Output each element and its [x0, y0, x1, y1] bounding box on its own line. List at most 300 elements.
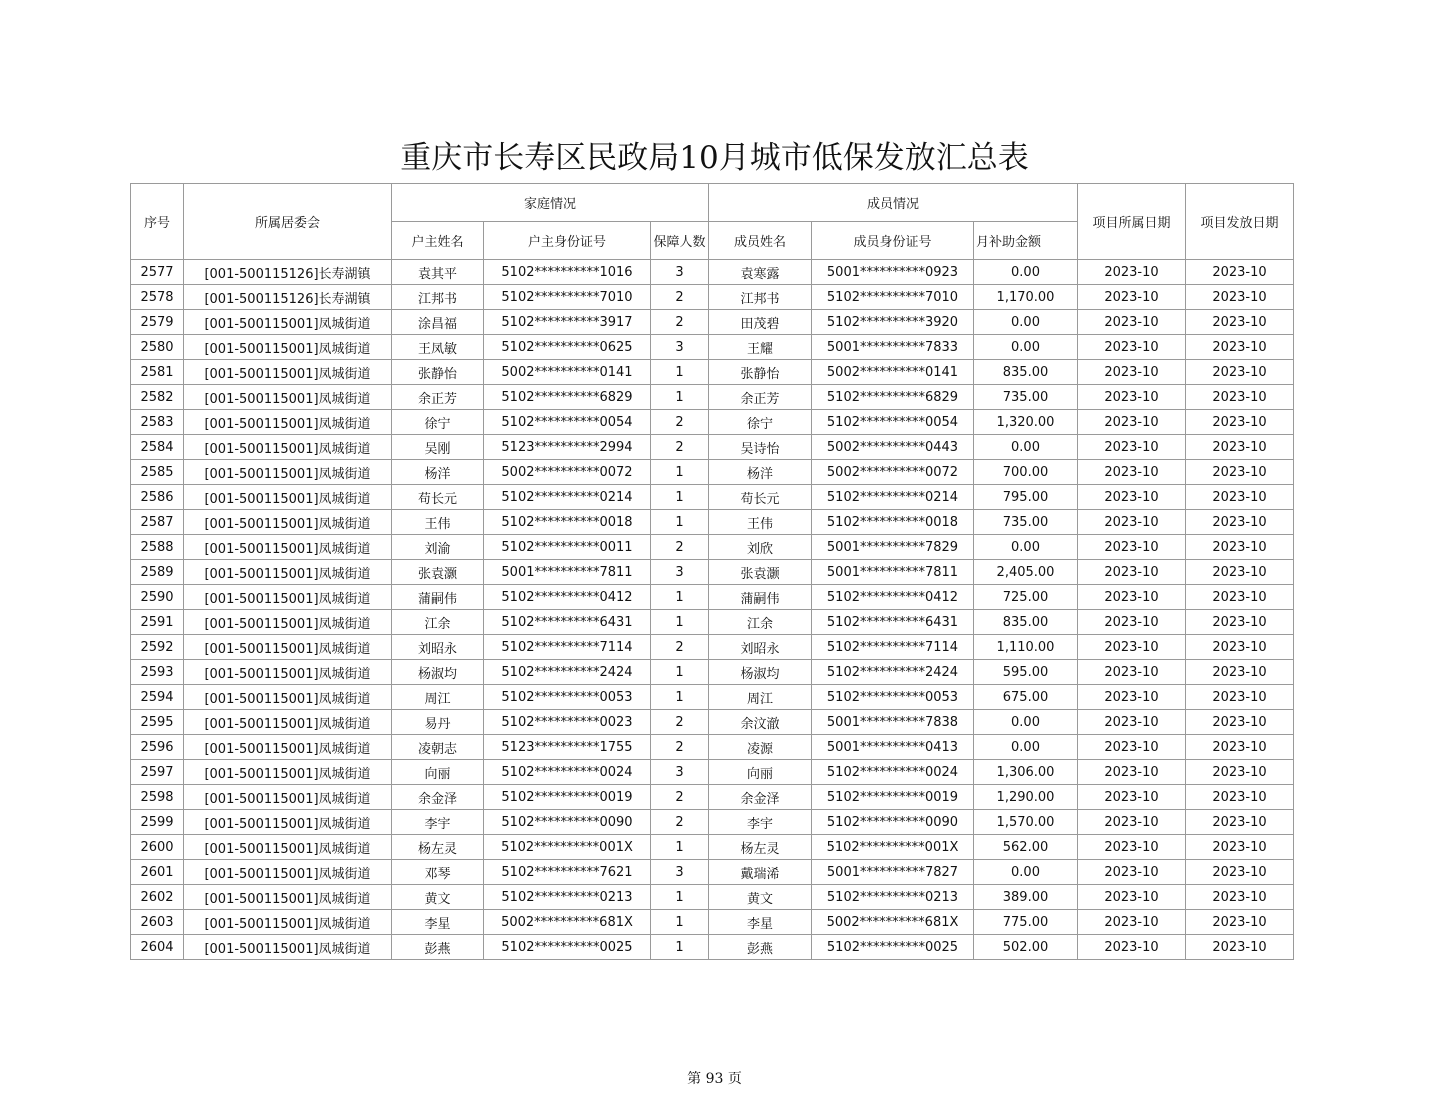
- cell-monthly-subsidy: 795.00: [974, 485, 1078, 510]
- cell-project-period: 2023-10: [1078, 360, 1186, 385]
- table-row: [131, 585, 1294, 610]
- cell-committee: [001-500115001]凤城街道: [184, 935, 392, 960]
- table-row: [131, 910, 1294, 935]
- cell-release-date: 2023-10: [1186, 885, 1294, 910]
- cell-seq: 2592: [131, 635, 184, 660]
- cell-release-date: 2023-10: [1186, 385, 1294, 410]
- cell-release-date: 2023-10: [1186, 535, 1294, 560]
- cell-release-date: 2023-10: [1186, 610, 1294, 635]
- cell-release-date: 2023-10: [1186, 460, 1294, 485]
- cell-committee: [001-500115001]凤城街道: [184, 410, 392, 435]
- table-row: [131, 935, 1294, 960]
- cell-member-name: 周江: [709, 685, 812, 710]
- cell-committee: [001-500115001]凤城街道: [184, 435, 392, 460]
- table-row: [131, 810, 1294, 835]
- cell-project-period: 2023-10: [1078, 510, 1186, 535]
- cell-release-date: 2023-10: [1186, 560, 1294, 585]
- cell-project-period: 2023-10: [1078, 535, 1186, 560]
- cell-member-id: 5001**********7827: [812, 860, 974, 885]
- cell-committee: [001-500115001]凤城街道: [184, 860, 392, 885]
- header-member-id: 成员身份证号: [812, 222, 974, 260]
- cell-seq: 2604: [131, 935, 184, 960]
- cell-committee: [001-500115001]凤城街道: [184, 785, 392, 810]
- header-member-name: 成员姓名: [709, 222, 812, 260]
- cell-head-name: 李星: [392, 910, 484, 935]
- cell-head-id: 5102**********0024: [484, 760, 651, 785]
- table-row: [131, 385, 1294, 410]
- header-head-name: 户主姓名: [392, 222, 484, 260]
- page-number: 第 93 页: [687, 1071, 742, 1087]
- cell-head-name: 刘昭永: [392, 635, 484, 660]
- table-row: [131, 510, 1294, 535]
- cell-seq: 2583: [131, 410, 184, 435]
- table-row: [131, 635, 1294, 660]
- cell-head-id: 5102**********7010: [484, 285, 651, 310]
- cell-monthly-subsidy: 562.00: [974, 835, 1078, 860]
- cell-release-date: 2023-10: [1186, 685, 1294, 710]
- cell-insured-count: 1: [651, 485, 709, 510]
- cell-insured-count: 1: [651, 835, 709, 860]
- cell-seq: 2578: [131, 285, 184, 310]
- cell-insured-count: 1: [651, 910, 709, 935]
- cell-monthly-subsidy: 0.00: [974, 735, 1078, 760]
- cell-seq: 2585: [131, 460, 184, 485]
- cell-head-name: 李宇: [392, 810, 484, 835]
- table-row: [131, 560, 1294, 585]
- cell-project-period: 2023-10: [1078, 585, 1186, 610]
- cell-member-id: 5102**********001X: [812, 835, 974, 860]
- cell-member-name: 江邦书: [709, 285, 812, 310]
- cell-member-name: 王耀: [709, 335, 812, 360]
- header-monthly-subsidy: 月补助金额: [974, 222, 1078, 260]
- cell-release-date: 2023-10: [1186, 785, 1294, 810]
- cell-member-name: 田茂碧: [709, 310, 812, 335]
- cell-monthly-subsidy: 1,320.00: [974, 410, 1078, 435]
- cell-insured-count: 1: [651, 585, 709, 610]
- cell-project-period: 2023-10: [1078, 935, 1186, 960]
- table-row: [131, 535, 1294, 560]
- cell-head-name: 江邦书: [392, 285, 484, 310]
- cell-project-period: 2023-10: [1078, 435, 1186, 460]
- table-row: [131, 485, 1294, 510]
- cell-project-period: 2023-10: [1078, 310, 1186, 335]
- cell-head-name: 江余: [392, 610, 484, 635]
- cell-member-name: 吴诗怡: [709, 435, 812, 460]
- cell-member-name: 王伟: [709, 510, 812, 535]
- cell-insured-count: 2: [651, 735, 709, 760]
- cell-insured-count: 1: [651, 935, 709, 960]
- cell-member-name: 刘昭永: [709, 635, 812, 660]
- cell-seq: 2581: [131, 360, 184, 385]
- cell-member-id: 5102**********6829: [812, 385, 974, 410]
- cell-head-id: 5002**********0141: [484, 360, 651, 385]
- cell-member-name: 张静怡: [709, 360, 812, 385]
- cell-member-id: 5102**********3920: [812, 310, 974, 335]
- cell-committee: [001-500115126]长寿湖镇: [184, 260, 392, 285]
- table-row: [131, 360, 1294, 385]
- cell-monthly-subsidy: 835.00: [974, 610, 1078, 635]
- cell-monthly-subsidy: 0.00: [974, 335, 1078, 360]
- cell-head-name: 易丹: [392, 710, 484, 735]
- cell-seq: 2600: [131, 835, 184, 860]
- table-row: [131, 410, 1294, 435]
- cell-seq: 2593: [131, 660, 184, 685]
- cell-seq: 2586: [131, 485, 184, 510]
- cell-project-period: 2023-10: [1078, 485, 1186, 510]
- cell-project-period: 2023-10: [1078, 710, 1186, 735]
- cell-monthly-subsidy: 502.00: [974, 935, 1078, 960]
- header-insured-count: 保障人数: [651, 222, 709, 260]
- cell-seq: 2580: [131, 335, 184, 360]
- cell-seq: 2579: [131, 310, 184, 335]
- table-header: [131, 184, 1294, 260]
- table-row: [131, 710, 1294, 735]
- cell-monthly-subsidy: 1,290.00: [974, 785, 1078, 810]
- cell-committee: [001-500115001]凤城街道: [184, 660, 392, 685]
- cell-member-name: 杨洋: [709, 460, 812, 485]
- table-row: [131, 435, 1294, 460]
- cell-head-id: 5102**********0214: [484, 485, 651, 510]
- cell-member-id: 5102**********7114: [812, 635, 974, 660]
- cell-member-name: 向丽: [709, 760, 812, 785]
- cell-member-name: 袁寒露: [709, 260, 812, 285]
- cell-member-name: 杨左灵: [709, 835, 812, 860]
- cell-head-id: 5102**********1016: [484, 260, 651, 285]
- cell-insured-count: 1: [651, 660, 709, 685]
- cell-member-name: 李星: [709, 910, 812, 935]
- cell-seq: 2589: [131, 560, 184, 585]
- table-row: [131, 885, 1294, 910]
- cell-insured-count: 1: [651, 610, 709, 635]
- cell-member-id: 5102**********0054: [812, 410, 974, 435]
- cell-release-date: 2023-10: [1186, 935, 1294, 960]
- cell-head-id: 5102**********7114: [484, 635, 651, 660]
- cell-insured-count: 3: [651, 260, 709, 285]
- cell-monthly-subsidy: 675.00: [974, 685, 1078, 710]
- cell-release-date: 2023-10: [1186, 635, 1294, 660]
- cell-release-date: 2023-10: [1186, 485, 1294, 510]
- cell-head-id: 5102**********0213: [484, 885, 651, 910]
- cell-seq: 2602: [131, 885, 184, 910]
- cell-insured-count: 1: [651, 885, 709, 910]
- cell-head-name: 张静怡: [392, 360, 484, 385]
- cell-seq: 2588: [131, 535, 184, 560]
- table-row: [131, 760, 1294, 785]
- cell-insured-count: 2: [651, 285, 709, 310]
- cell-member-name: 徐宁: [709, 410, 812, 435]
- cell-head-id: 5102**********6829: [484, 385, 651, 410]
- cell-member-id: 5102**********0018: [812, 510, 974, 535]
- cell-head-name: 蒲嗣伟: [392, 585, 484, 610]
- cell-monthly-subsidy: 595.00: [974, 660, 1078, 685]
- cell-member-id: 5102**********0053: [812, 685, 974, 710]
- cell-project-period: 2023-10: [1078, 835, 1186, 860]
- cell-head-name: 徐宁: [392, 410, 484, 435]
- cell-committee: [001-500115001]凤城街道: [184, 360, 392, 385]
- cell-member-name: 张袁灏: [709, 560, 812, 585]
- cell-monthly-subsidy: 835.00: [974, 360, 1078, 385]
- cell-insured-count: 2: [651, 810, 709, 835]
- cell-insured-count: 2: [651, 785, 709, 810]
- cell-insured-count: 2: [651, 435, 709, 460]
- cell-head-id: 5102**********0011: [484, 535, 651, 560]
- cell-seq: 2591: [131, 610, 184, 635]
- cell-insured-count: 2: [651, 635, 709, 660]
- cell-project-period: 2023-10: [1078, 385, 1186, 410]
- cell-seq: 2601: [131, 860, 184, 885]
- cell-committee: [001-500115001]凤城街道: [184, 835, 392, 860]
- cell-head-name: 杨洋: [392, 460, 484, 485]
- cell-committee: [001-500115001]凤城街道: [184, 560, 392, 585]
- table-row: [131, 310, 1294, 335]
- cell-head-name: 杨淑均: [392, 660, 484, 685]
- cell-release-date: 2023-10: [1186, 710, 1294, 735]
- cell-monthly-subsidy: 1,570.00: [974, 810, 1078, 835]
- cell-monthly-subsidy: 0.00: [974, 710, 1078, 735]
- cell-committee: [001-500115001]凤城街道: [184, 735, 392, 760]
- cell-member-name: 余汶澈: [709, 710, 812, 735]
- table-row: [131, 860, 1294, 885]
- cell-project-period: 2023-10: [1078, 735, 1186, 760]
- cell-project-period: 2023-10: [1078, 260, 1186, 285]
- cell-insured-count: 3: [651, 760, 709, 785]
- cell-monthly-subsidy: 735.00: [974, 510, 1078, 535]
- cell-member-id: 5001**********7811: [812, 560, 974, 585]
- cell-insured-count: 1: [651, 385, 709, 410]
- cell-head-name: 张袁灏: [392, 560, 484, 585]
- cell-project-period: 2023-10: [1078, 885, 1186, 910]
- cell-member-id: 5001**********7838: [812, 710, 974, 735]
- cell-member-id: 5102**********0090: [812, 810, 974, 835]
- cell-member-name: 李宇: [709, 810, 812, 835]
- table-row: [131, 610, 1294, 635]
- cell-committee: [001-500115001]凤城街道: [184, 335, 392, 360]
- cell-head-name: 彭燕: [392, 935, 484, 960]
- cell-head-name: 王凤敏: [392, 335, 484, 360]
- cell-head-name: 杨左灵: [392, 835, 484, 860]
- cell-member-name: 刘欣: [709, 535, 812, 560]
- cell-release-date: 2023-10: [1186, 585, 1294, 610]
- cell-monthly-subsidy: 0.00: [974, 535, 1078, 560]
- cell-member-name: 黄文: [709, 885, 812, 910]
- cell-head-id: 5102**********0625: [484, 335, 651, 360]
- cell-project-period: 2023-10: [1078, 460, 1186, 485]
- cell-committee: [001-500115001]凤城街道: [184, 485, 392, 510]
- cell-head-name: 苟长元: [392, 485, 484, 510]
- table-row: [131, 785, 1294, 810]
- cell-member-id: 5001**********0413: [812, 735, 974, 760]
- cell-head-id: 5123**********2994: [484, 435, 651, 460]
- cell-monthly-subsidy: 1,110.00: [974, 635, 1078, 660]
- cell-insured-count: 1: [651, 460, 709, 485]
- cell-committee: [001-500115001]凤城街道: [184, 535, 392, 560]
- cell-project-period: 2023-10: [1078, 860, 1186, 885]
- cell-member-id: 5102**********0412: [812, 585, 974, 610]
- cell-monthly-subsidy: 1,170.00: [974, 285, 1078, 310]
- cell-member-id: 5001**********7833: [812, 335, 974, 360]
- cell-monthly-subsidy: 700.00: [974, 460, 1078, 485]
- cell-insured-count: 2: [651, 310, 709, 335]
- cell-release-date: 2023-10: [1186, 910, 1294, 935]
- cell-committee: [001-500115001]凤城街道: [184, 885, 392, 910]
- cell-head-name: 吴刚: [392, 435, 484, 460]
- cell-member-id: 5001**********0923: [812, 260, 974, 285]
- cell-committee: [001-500115001]凤城街道: [184, 585, 392, 610]
- cell-member-id: 5002**********0443: [812, 435, 974, 460]
- cell-member-id: 5102**********0214: [812, 485, 974, 510]
- cell-project-period: 2023-10: [1078, 910, 1186, 935]
- cell-project-period: 2023-10: [1078, 410, 1186, 435]
- cell-project-period: 2023-10: [1078, 810, 1186, 835]
- cell-committee: [001-500115001]凤城街道: [184, 610, 392, 635]
- cell-committee: [001-500115001]凤城街道: [184, 685, 392, 710]
- cell-monthly-subsidy: 389.00: [974, 885, 1078, 910]
- cell-head-id: 5123**********1755: [484, 735, 651, 760]
- cell-insured-count: 2: [651, 535, 709, 560]
- cell-project-period: 2023-10: [1078, 685, 1186, 710]
- table-row: [131, 835, 1294, 860]
- cell-insured-count: 3: [651, 560, 709, 585]
- cell-committee: [001-500115001]凤城街道: [184, 710, 392, 735]
- cell-seq: 2577: [131, 260, 184, 285]
- cell-insured-count: 3: [651, 335, 709, 360]
- cell-committee: [001-500115001]凤城街道: [184, 760, 392, 785]
- cell-release-date: 2023-10: [1186, 810, 1294, 835]
- cell-head-id: 5102**********0412: [484, 585, 651, 610]
- header-seq: 序号: [131, 184, 184, 260]
- cell-release-date: 2023-10: [1186, 310, 1294, 335]
- cell-head-id: 5102**********0090: [484, 810, 651, 835]
- cell-member-id: 5102**********7010: [812, 285, 974, 310]
- cell-head-id: 5102**********7621: [484, 860, 651, 885]
- header-committee: 所属居委会: [184, 184, 392, 260]
- cell-monthly-subsidy: 735.00: [974, 385, 1078, 410]
- table-body: [131, 260, 1294, 960]
- cell-seq: 2594: [131, 685, 184, 710]
- cell-seq: 2599: [131, 810, 184, 835]
- cell-head-id: 5002**********0072: [484, 460, 651, 485]
- cell-head-name: 余金泽: [392, 785, 484, 810]
- cell-project-period: 2023-10: [1078, 760, 1186, 785]
- cell-insured-count: 1: [651, 360, 709, 385]
- header-member-group: 成员情况: [709, 184, 1078, 222]
- cell-head-id: 5102**********6431: [484, 610, 651, 635]
- cell-member-name: 余正芳: [709, 385, 812, 410]
- cell-member-name: 余金泽: [709, 785, 812, 810]
- cell-head-id: 5102**********0054: [484, 410, 651, 435]
- cell-insured-count: 1: [651, 685, 709, 710]
- cell-head-name: 周江: [392, 685, 484, 710]
- cell-committee: [001-500115001]凤城街道: [184, 310, 392, 335]
- cell-head-name: 黄文: [392, 885, 484, 910]
- cell-member-id: 5102**********0025: [812, 935, 974, 960]
- cell-monthly-subsidy: 0.00: [974, 260, 1078, 285]
- cell-head-id: 5102**********0053: [484, 685, 651, 710]
- cell-monthly-subsidy: 0.00: [974, 310, 1078, 335]
- cell-monthly-subsidy: 0.00: [974, 435, 1078, 460]
- table-row: [131, 260, 1294, 285]
- cell-seq: 2598: [131, 785, 184, 810]
- cell-seq: 2596: [131, 735, 184, 760]
- cell-member-id: 5102**********0213: [812, 885, 974, 910]
- cell-release-date: 2023-10: [1186, 860, 1294, 885]
- cell-seq: 2587: [131, 510, 184, 535]
- cell-member-id: 5102**********0019: [812, 785, 974, 810]
- cell-head-id: 5102**********0019: [484, 785, 651, 810]
- cell-member-id: 5102**********2424: [812, 660, 974, 685]
- cell-member-id: 5002**********0072: [812, 460, 974, 485]
- cell-head-name: 刘渝: [392, 535, 484, 560]
- cell-member-name: 凌源: [709, 735, 812, 760]
- cell-member-id: 5002**********0141: [812, 360, 974, 385]
- cell-head-name: 王伟: [392, 510, 484, 535]
- cell-release-date: 2023-10: [1186, 835, 1294, 860]
- cell-head-id: 5002**********681X: [484, 910, 651, 935]
- header-family-group: 家庭情况: [392, 184, 709, 222]
- cell-project-period: 2023-10: [1078, 285, 1186, 310]
- cell-committee: [001-500115001]凤城街道: [184, 910, 392, 935]
- cell-release-date: 2023-10: [1186, 760, 1294, 785]
- cell-committee: [001-500115001]凤城街道: [184, 810, 392, 835]
- cell-member-name: 苟长元: [709, 485, 812, 510]
- cell-release-date: 2023-10: [1186, 335, 1294, 360]
- cell-project-period: 2023-10: [1078, 335, 1186, 360]
- cell-seq: 2582: [131, 385, 184, 410]
- cell-seq: 2595: [131, 710, 184, 735]
- cell-member-name: 杨淑均: [709, 660, 812, 685]
- table-row: [131, 285, 1294, 310]
- cell-seq: 2603: [131, 910, 184, 935]
- cell-member-name: 江余: [709, 610, 812, 635]
- table-row: [131, 660, 1294, 685]
- cell-release-date: 2023-10: [1186, 360, 1294, 385]
- cell-head-id: 5102**********0023: [484, 710, 651, 735]
- table-row: [131, 735, 1294, 760]
- cell-monthly-subsidy: 0.00: [974, 860, 1078, 885]
- cell-head-name: 凌朝志: [392, 735, 484, 760]
- cell-insured-count: 2: [651, 710, 709, 735]
- cell-committee: [001-500115126]长寿湖镇: [184, 285, 392, 310]
- cell-head-id: 5102**********2424: [484, 660, 651, 685]
- cell-head-name: 余正芳: [392, 385, 484, 410]
- cell-insured-count: 3: [651, 860, 709, 885]
- cell-release-date: 2023-10: [1186, 285, 1294, 310]
- cell-member-id: 5002**********681X: [812, 910, 974, 935]
- table-row: [131, 335, 1294, 360]
- cell-release-date: 2023-10: [1186, 260, 1294, 285]
- cell-committee: [001-500115001]凤城街道: [184, 385, 392, 410]
- cell-project-period: 2023-10: [1078, 635, 1186, 660]
- cell-head-name: 袁其平: [392, 260, 484, 285]
- cell-seq: 2590: [131, 585, 184, 610]
- cell-member-id: 5102**********0024: [812, 760, 974, 785]
- cell-head-id: 5102**********001X: [484, 835, 651, 860]
- page-title: 重庆市长寿区民政局10月城市低保发放汇总表: [400, 140, 1029, 176]
- cell-member-name: 戴瑞浠: [709, 860, 812, 885]
- header-project-period: 项目所属日期: [1078, 184, 1186, 260]
- table-row: [131, 460, 1294, 485]
- cell-head-id: 5102**********0025: [484, 935, 651, 960]
- cell-committee: [001-500115001]凤城街道: [184, 635, 392, 660]
- cell-monthly-subsidy: 775.00: [974, 910, 1078, 935]
- cell-head-id: 5102**********0018: [484, 510, 651, 535]
- cell-member-name: 蒲嗣伟: [709, 585, 812, 610]
- cell-monthly-subsidy: 725.00: [974, 585, 1078, 610]
- cell-insured-count: 1: [651, 510, 709, 535]
- table-row: [131, 685, 1294, 710]
- cell-seq: 2597: [131, 760, 184, 785]
- cell-project-period: 2023-10: [1078, 660, 1186, 685]
